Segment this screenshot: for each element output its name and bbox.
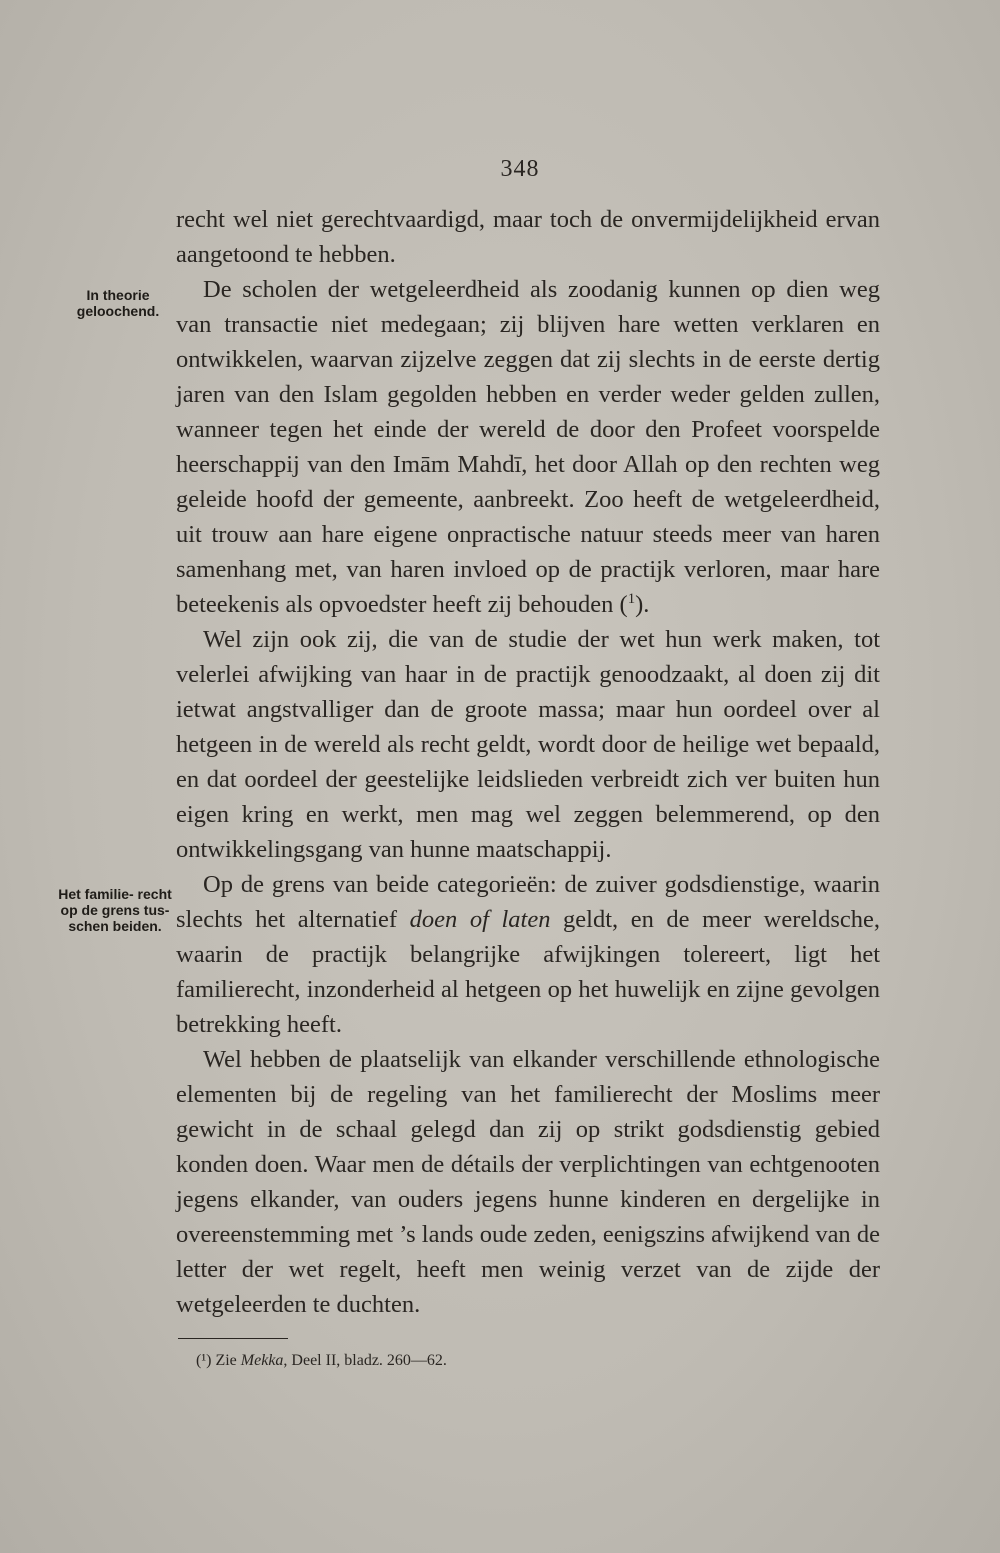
margin-note-familierecht: Het familie- recht op de grens tus- schen beiden. bbox=[58, 886, 172, 934]
footnote-suffix: , Deel II, bladz. 260—62. bbox=[283, 1352, 447, 1369]
footnote-divider bbox=[178, 1338, 288, 1339]
paragraph-wel-hebben: Wel hebben de plaatselijk van elkander verschillende ethnologische elementen bij de regeling van het familierecht der Moslims meer gewicht in de schaal gelegd dan zij op strikt godsdienstig gebied konden doen. Waar men de détails der verplichtingen van echtgenooten jegens elkander, van ouders jegens hunne kinderen en dergelijke in overeenstemming met ’s lands oude zeden, eenigszins afwijkend van de letter der wet regelt, heeft men weinig verzet van de zijde der wetgeleerden te duchten. bbox=[176, 1046, 880, 1318]
paragraph-scholen-close: ). bbox=[635, 591, 650, 618]
paragraph-grens-text: Op de grens van beide categorieën: de zuiver godsdienstige, waarin slechts het alternatief bbox=[176, 871, 880, 933]
paragraph-continuation: recht wel niet gerechtvaardigd, maar toch de onvermijdelijkheid ervan aangetoond te hebben. bbox=[176, 206, 880, 268]
footnote-prefix: Zie bbox=[211, 1352, 241, 1369]
footnote bbox=[196, 1351, 796, 1371]
paragraph-grens bbox=[176, 867, 880, 1042]
paragraph-scholen-text: De scholen der wetgeleerdheid als zoodanig kunnen op dien weg van transactie niet medegaan; zij blijven hare wetten verklaren en ontwikkelen, waarvan zijzelve zeggen dat zij slechts in de eerste dertig jaren van den Islam gegolden hebben en verder weder gelden zullen, wanneer tegen het einde der wereld de door den Profeet voorspelde heerschappij van den Imām Mahdī, het door Allah op den rechten weg geleide hoofd der gemeente, aanbreekt. Zoo heeft de wetgeleerdheid, uit trouw aan hare eigene onpractische natuur steeds meer van haren samenhang met, van haren invloed op de practijk verloren, maar hare beteekenis als opvoedster heeft zij behouden ( bbox=[176, 276, 880, 618]
paragraph-wel-zijn: Wel zijn ook zij, die van de studie der wet hun werk maken, tot velerlei afwijking van haar in de practijk genoodzaakt, al doen zij dit ietwat angstvalliger dan de groote massa; maar hun oordeel over al hetgeen in de wereld als recht geldt, wordt door de heilige wet bepaald, en dat oordeel der geestelijke leidslieden verbreidt zich ver buiten hun eigen kring en werkt, men mag wel zeggen belemmerend, op den ontwikkelingsgang van hunne maatschappij. bbox=[176, 626, 880, 863]
page-number: 348 bbox=[500, 156, 540, 182]
body-text bbox=[176, 202, 880, 1322]
paragraph-grens-italic: doen of laten bbox=[409, 906, 551, 933]
footnote-reference: 1 bbox=[627, 590, 636, 607]
footnote-mark: (¹) bbox=[196, 1352, 212, 1369]
paragraph-scholen bbox=[176, 272, 880, 622]
footnote-italic: Mekka bbox=[240, 1352, 284, 1369]
paragraph-grens-rest: geldt, en de meer wereldsche, waarin de practijk belangrijke afwijkingen tolereert, ligt het familierecht, inzonderheid al hetgeen op het huwelijk en zijne gevolgen betrekking heeft. bbox=[176, 906, 880, 1038]
margin-note-in-theorie: In theorie geloochend. bbox=[76, 287, 160, 319]
